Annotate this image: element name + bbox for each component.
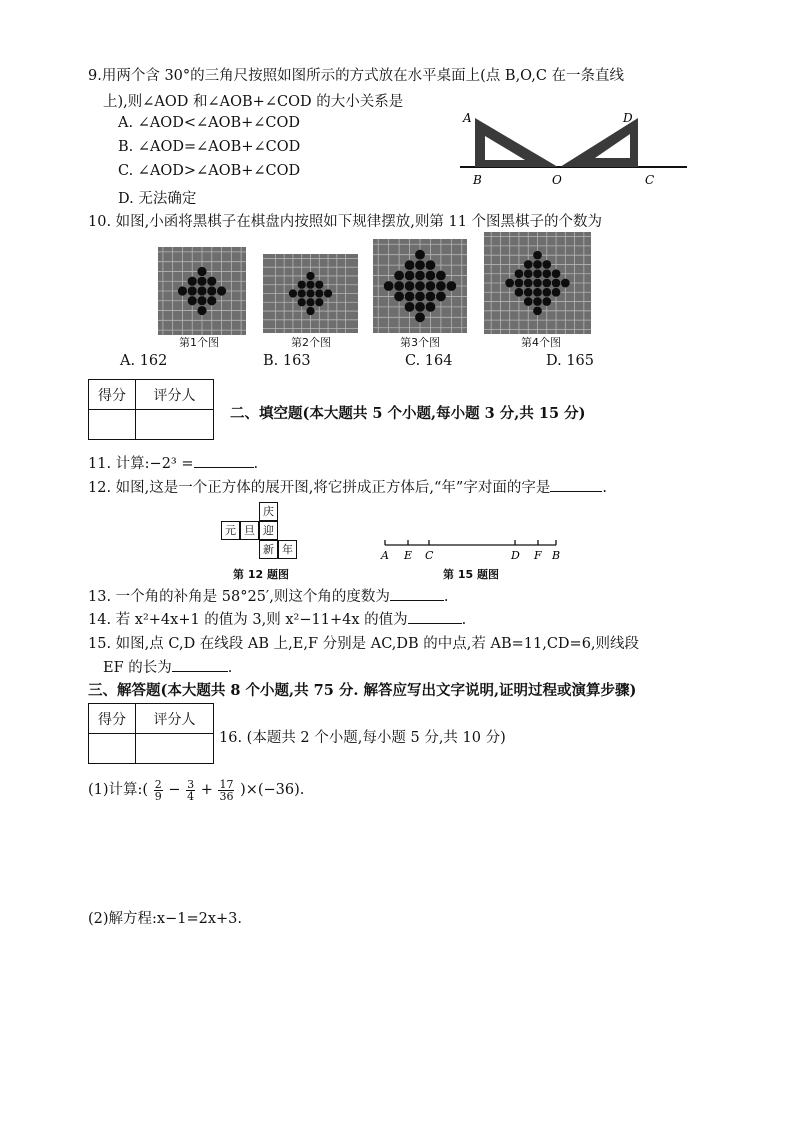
- black-stone: [426, 281, 436, 291]
- black-stone: [197, 286, 206, 295]
- black-stone: [542, 279, 551, 288]
- black-stone: [188, 286, 197, 295]
- q16-part1: [88, 778, 304, 802]
- score-header: 得分: [89, 704, 136, 734]
- net-cell-xin: 新: [259, 540, 278, 559]
- section2-title: 二、填空题(本大题共 5 个小题,每小题 3 分,共 15 分): [230, 405, 586, 422]
- black-stone: [415, 302, 425, 312]
- black-stone: [197, 277, 206, 286]
- black-stone: [298, 289, 306, 297]
- caption-fig-1: 第1个图: [179, 336, 219, 349]
- black-stone: [178, 286, 187, 295]
- black-stone: [552, 279, 561, 288]
- black-stone: [524, 260, 533, 269]
- q13-answer-blank[interactable]: [390, 586, 444, 601]
- q9-line2: 上),则∠AOD 和∠AOB+∠COD 的大小关系是: [103, 94, 404, 110]
- q13: [88, 585, 448, 606]
- q14-text: 14. 若 x²+4x+1 的值为 3,则 x²−11+4x 的值为: [88, 612, 408, 628]
- score-cell[interactable]: [89, 410, 136, 440]
- q15-answer-blank[interactable]: [172, 657, 228, 672]
- black-stone: [533, 297, 542, 306]
- black-stone: [533, 306, 542, 315]
- q14-end: .: [461, 612, 467, 628]
- net-cell-yuan: 元: [221, 521, 240, 540]
- section3-title: 三、解答题(本大题共 8 个小题,共 75 分. 解答应写出文字说明,证明过程或演算步骤): [88, 682, 637, 699]
- label-A: A: [463, 111, 472, 125]
- q16-part2: (2)解方程:x−1=2x+3.: [88, 911, 243, 927]
- black-stone: [315, 281, 323, 289]
- q13-end: .: [443, 589, 449, 605]
- black-stone: [405, 292, 415, 302]
- board-3: [373, 239, 467, 333]
- q15-segment-figure: [378, 538, 568, 564]
- black-stone: [298, 298, 306, 306]
- q9-option-b: B. ∠AOD=∠AOB+∠COD: [118, 139, 301, 155]
- label-F: F: [534, 549, 542, 562]
- black-stone: [533, 269, 542, 278]
- q12-end: .: [602, 480, 607, 496]
- black-stone: [436, 281, 446, 291]
- black-stone: [552, 269, 561, 278]
- black-stone: [207, 286, 216, 295]
- right-triangle: [560, 118, 638, 167]
- caption-fig-2: 第2个图: [291, 336, 331, 349]
- net-cell-dan: 旦: [240, 521, 259, 540]
- black-stone: [207, 277, 216, 286]
- black-stone: [415, 312, 425, 322]
- black-stone: [394, 271, 404, 281]
- black-stone: [515, 269, 524, 278]
- label-B: B: [552, 549, 561, 562]
- black-stone: [394, 281, 404, 291]
- black-stone: [533, 260, 542, 269]
- black-stone: [515, 288, 524, 297]
- black-stone: [426, 292, 436, 302]
- q12: [88, 476, 607, 497]
- black-stone: [436, 271, 446, 281]
- black-stone: [524, 269, 533, 278]
- black-stone: [306, 272, 314, 280]
- reviewer-header: 评分人: [136, 380, 214, 410]
- net-cell-qing: 庆: [259, 502, 278, 521]
- black-stone: [306, 298, 314, 306]
- q15-figure-caption: 第 15 题图: [443, 568, 499, 581]
- black-stone: [561, 279, 570, 288]
- black-stone: [446, 281, 456, 291]
- black-stone: [306, 307, 314, 315]
- fraction-2-9: $\frac{2}{9}$: [154, 777, 162, 803]
- black-stone: [426, 260, 436, 270]
- q16-title: 16. (本题共 2 个小题,每小题 5 分,共 10 分): [219, 730, 506, 746]
- q9-option-d: D. 无法确定: [118, 191, 197, 207]
- net-cell-ying: 迎: [259, 521, 278, 540]
- black-stone: [384, 281, 394, 291]
- black-stone: [298, 281, 306, 289]
- board-4: [484, 232, 591, 334]
- black-stone: [533, 251, 542, 260]
- black-stone: [405, 302, 415, 312]
- reviewer-cell[interactable]: [136, 410, 214, 440]
- black-stone: [405, 281, 415, 291]
- label-E: E: [404, 549, 413, 562]
- score-header: 得分: [89, 380, 136, 410]
- score-cell[interactable]: [89, 734, 136, 764]
- black-stone: [315, 298, 323, 306]
- q10-option-d: D. 165: [546, 353, 595, 369]
- black-stone: [415, 271, 425, 281]
- black-stone: [197, 296, 206, 305]
- black-stone: [524, 279, 533, 288]
- q12-figure-caption: 第 12 题图: [233, 568, 289, 581]
- black-stone: [405, 260, 415, 270]
- fraction-17-36: $\frac{17}{36}$: [219, 777, 234, 803]
- black-stone: [436, 292, 446, 302]
- black-stone: [306, 289, 314, 297]
- black-stone: [315, 289, 323, 297]
- caption-fig-4: 第4个图: [521, 336, 561, 349]
- black-stone: [542, 288, 551, 297]
- q11-text: 11. 计算:−2³ =: [88, 456, 194, 472]
- black-stone: [217, 286, 226, 295]
- q11-end: .: [253, 456, 259, 472]
- label-O: O: [552, 173, 562, 187]
- q11-answer-blank[interactable]: [194, 453, 254, 468]
- black-stone: [552, 288, 561, 297]
- black-stone: [188, 296, 197, 305]
- q12-text: 12. 如图,这是一个正方体的展开图,将它拼成正方体后,“年”字对面的字是: [88, 480, 551, 496]
- black-stone: [289, 289, 297, 297]
- plus-sign: +: [200, 782, 213, 798]
- black-stone: [415, 281, 425, 291]
- q10-option-c: C. 164: [405, 353, 453, 369]
- black-stone: [415, 250, 425, 260]
- q15-line2: [103, 656, 232, 677]
- black-stone: [405, 271, 415, 281]
- q16-part1-prefix: (1)计算:(: [88, 782, 149, 798]
- q9-triangles-figure: [455, 108, 695, 188]
- black-stone: [542, 269, 551, 278]
- q15-end: .: [227, 660, 233, 676]
- label-D: D: [511, 549, 520, 562]
- caption-fig-3: 第3个图: [400, 336, 440, 349]
- black-stone: [524, 288, 533, 297]
- black-stone: [197, 267, 206, 276]
- black-stone: [533, 279, 542, 288]
- q9-line1: 9.用两个含 30°的三角尺按照如图所示的方式放在水平桌面上(点 B,O,C 在一条直线: [88, 68, 625, 84]
- black-stone: [394, 292, 404, 302]
- q13-text: 13. 一个角的补角是 58°25′,则这个角的度数为: [88, 589, 390, 605]
- fraction-3-4: $\frac{3}{4}$: [187, 777, 195, 803]
- black-stone: [542, 297, 551, 306]
- black-stone: [415, 260, 425, 270]
- black-stone: [426, 302, 436, 312]
- net-cell-nian: 年: [278, 540, 297, 559]
- label-A: A: [381, 549, 389, 562]
- label-C: C: [425, 549, 434, 562]
- board-2: [263, 254, 358, 333]
- black-stone: [415, 292, 425, 302]
- q14-answer-blank[interactable]: [408, 609, 462, 624]
- black-stone: [324, 289, 332, 297]
- q12-answer-blank[interactable]: [550, 477, 602, 492]
- q11: [88, 452, 258, 473]
- reviewer-cell[interactable]: [136, 734, 214, 764]
- q16-part1-suffix: )×(−36).: [240, 782, 305, 798]
- label-C: C: [645, 173, 655, 187]
- black-stone: [207, 296, 216, 305]
- score-table-section2: [88, 379, 214, 440]
- minus-sign: −: [168, 782, 181, 798]
- score-table-q16: [88, 703, 214, 764]
- q10-option-b: B. 163: [263, 353, 311, 369]
- q9-option-a: A. ∠AOD<∠AOB+∠COD: [118, 115, 301, 131]
- black-stone: [515, 279, 524, 288]
- q15-line1: 15. 如图,点 C,D 在线段 AB 上,E,F 分别是 AC,DB 的中点,若 AB=11,CD=6,则线段: [88, 636, 640, 652]
- reviewer-header: 评分人: [136, 704, 214, 734]
- label-B: B: [473, 173, 482, 187]
- board-1: [158, 247, 246, 335]
- black-stone: [306, 281, 314, 289]
- black-stone: [197, 306, 206, 315]
- q14: [88, 608, 466, 629]
- q9-option-c: C. ∠AOD>∠AOB+∠COD: [118, 163, 301, 179]
- black-stone: [426, 271, 436, 281]
- black-stone: [505, 279, 514, 288]
- q10-option-a: A. 162: [120, 353, 168, 369]
- black-stone: [542, 260, 551, 269]
- black-stone: [188, 277, 197, 286]
- q15-line2-text: EF 的长为: [103, 660, 172, 676]
- label-D: D: [623, 111, 633, 125]
- black-stone: [524, 297, 533, 306]
- q10-stem: 10. 如图,小函将黑棋子在棋盘内按照如下规律摆放,则第 11 个图黑棋子的个数为: [88, 214, 603, 230]
- black-stone: [533, 288, 542, 297]
- left-triangle: [475, 118, 558, 167]
